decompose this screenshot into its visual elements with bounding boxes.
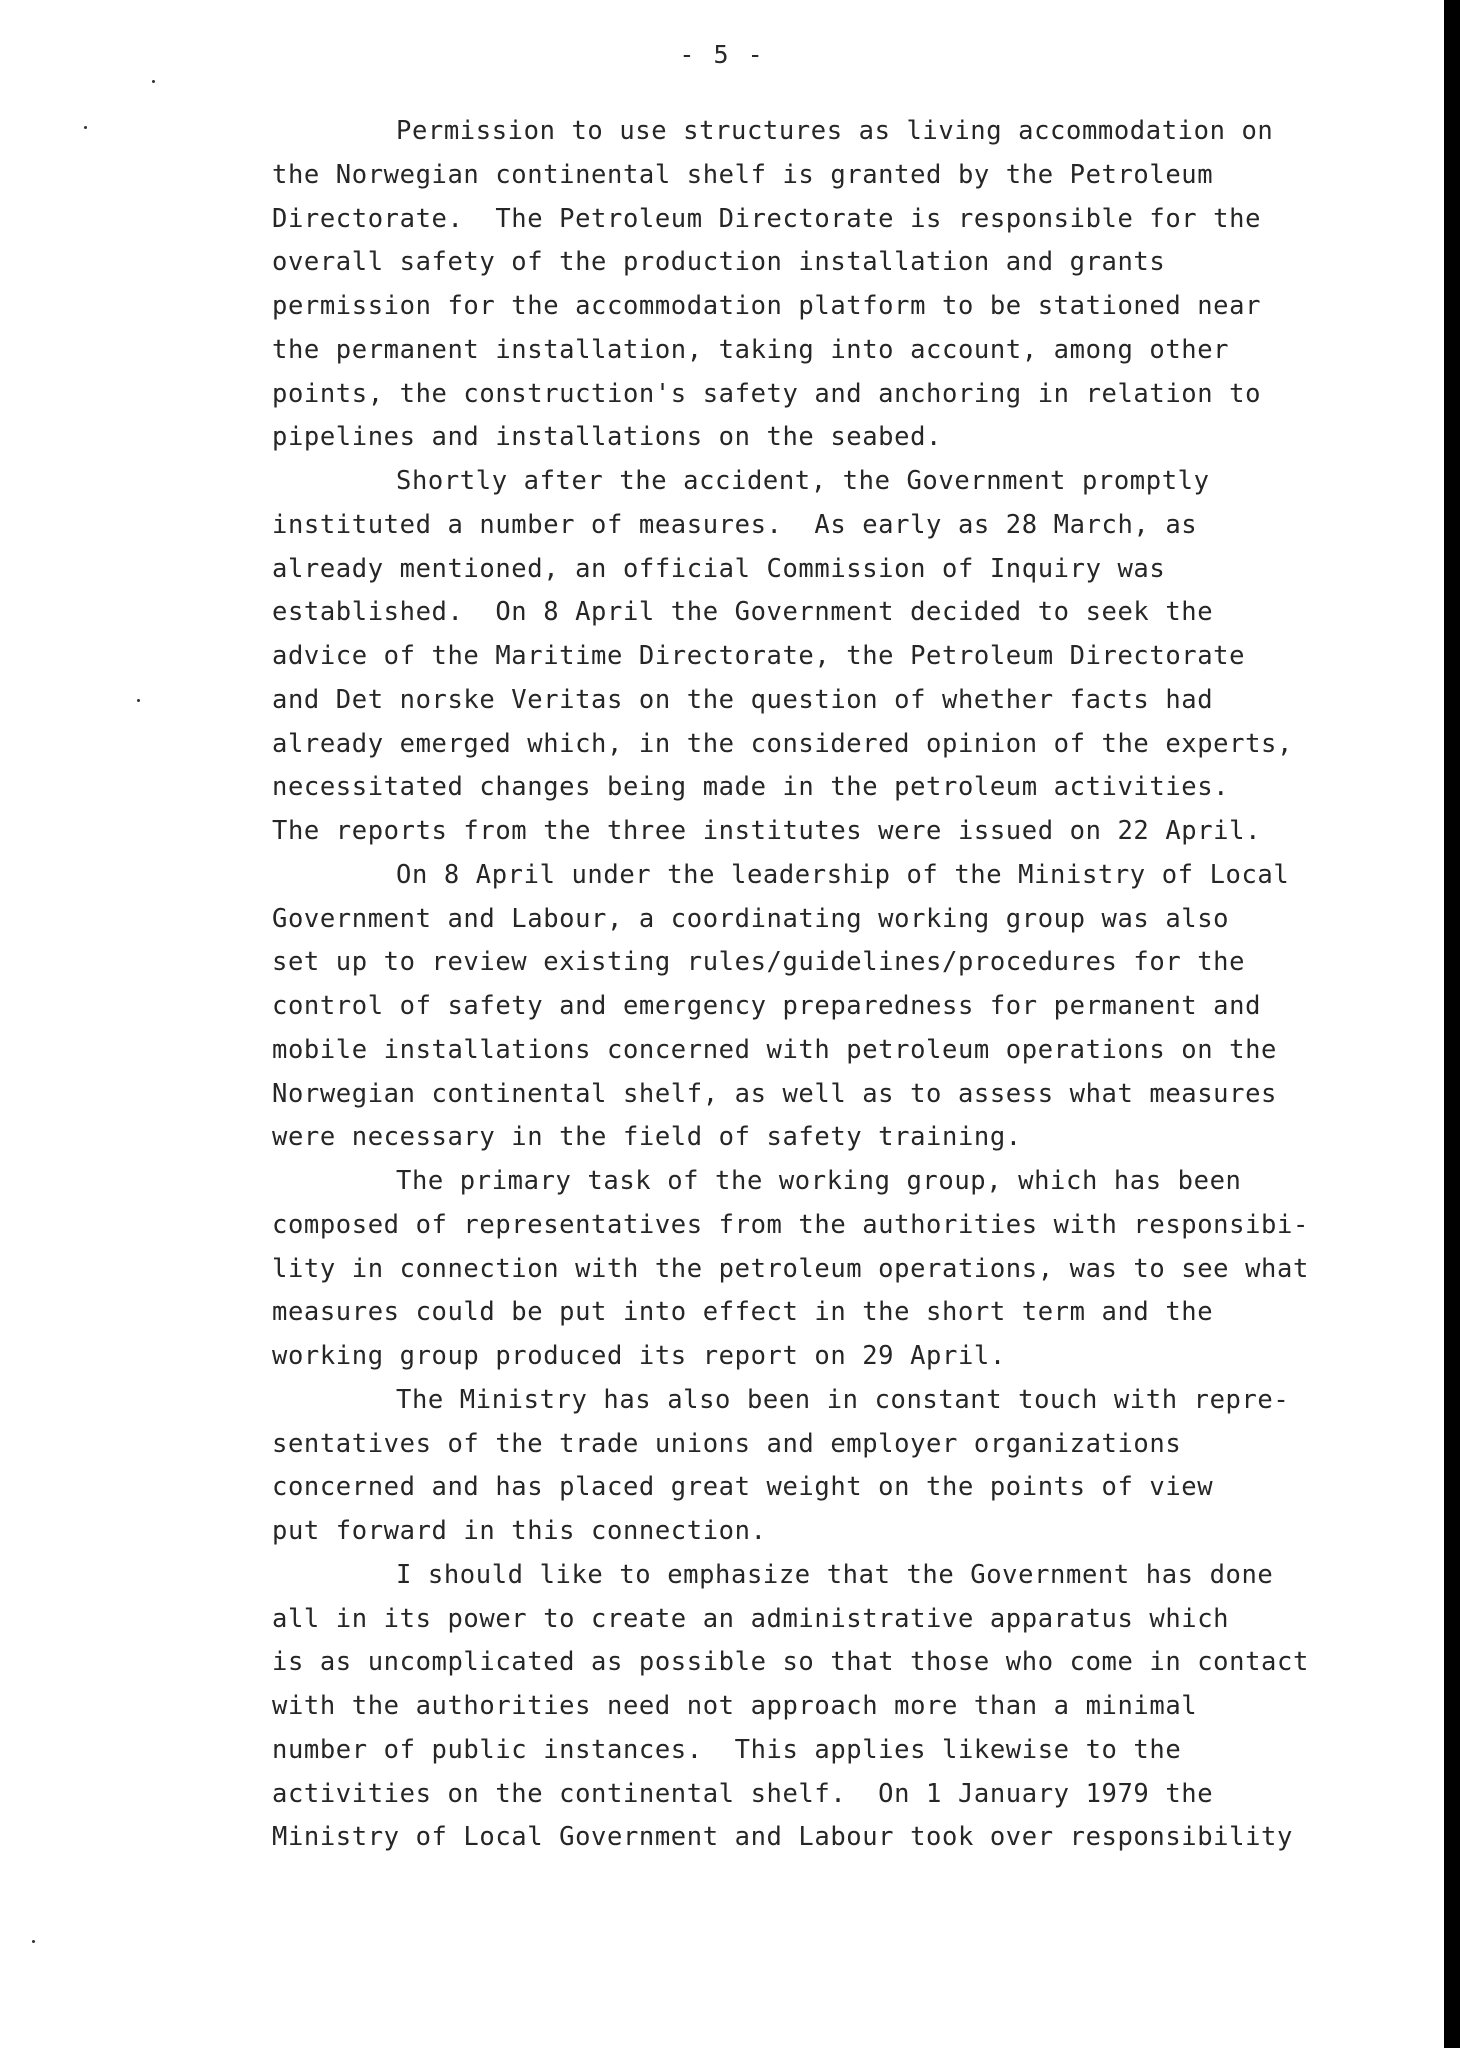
text-line: already mentioned, an official Commission of Inquiry was — [272, 553, 1166, 584]
page-number: - 5 - — [679, 40, 765, 69]
text-line: instituted a number of measures. As early as 28 March, as — [272, 509, 1198, 540]
text-line: concerned and has placed great weight on the points of view — [272, 1472, 1214, 1503]
text-line: necessitated changes being made in the petroleum activities. — [272, 772, 1230, 803]
text-line: Permission to use structures as living accommodation on — [396, 116, 1274, 146]
text-line: control of safety and emergency preparedness for permanent and — [272, 991, 1262, 1021]
text-line: mobile installations concerned with petroleum operations on the — [272, 1034, 1277, 1065]
text-line: working group produced its report on 29 April. — [272, 1341, 1006, 1371]
text-line: Norwegian continental shelf, as well as to assess what measures — [272, 1078, 1277, 1109]
text-line: put forward in this connection. — [272, 1516, 767, 1546]
text-line: Shortly after the accident, the Government promptly — [396, 466, 1210, 496]
text-line: sentatives of the trade unions and employer organizations — [272, 1428, 1182, 1459]
text-line: the Norwegian continental shelf is granted by the Petroleum — [272, 159, 1214, 190]
paragraph-1 — [272, 110, 1442, 460]
scan-speck — [32, 1940, 35, 1943]
text-line: The primary task of the working group, which has been — [396, 1166, 1242, 1196]
text-line: The Ministry has also been in constant touch with repre- — [396, 1384, 1290, 1415]
scan-speck — [152, 80, 155, 83]
text-line: set up to review existing rules/guidelines/procedures for the — [272, 947, 1246, 978]
text-line: all in its power to create an administrative apparatus which — [272, 1603, 1230, 1634]
scan-speck — [137, 699, 140, 702]
text-line: is as uncomplicated as possible so that those who come in contact — [272, 1647, 1309, 1678]
text-line: composed of representatives from the authorities with responsibi- — [272, 1209, 1309, 1240]
paragraph-6 — [272, 1554, 1442, 1860]
text-line: lity in connection with the petroleum operations, was to see what — [272, 1253, 1309, 1284]
body-text — [272, 110, 1442, 1860]
text-line: Directorate. The Petroleum Directorate is responsible for the — [272, 203, 1262, 234]
text-line: were necessary in the field of safety training. — [272, 1122, 1022, 1153]
text-line: advice of the Maritime Directorate, the Petroleum Directorate — [272, 641, 1246, 671]
text-line: the permanent installation, taking into account, among other — [272, 334, 1230, 365]
scan-speck — [84, 126, 87, 129]
text-line: points, the construction's safety and anchoring in relation to — [272, 378, 1262, 409]
text-line: overall safety of the production installation and grants — [272, 247, 1166, 278]
text-line: The reports from the three institutes were issued on 22 April. — [272, 816, 1262, 846]
text-line: number of public instances. This applies likewise to the — [272, 1734, 1182, 1765]
paragraph-5 — [272, 1379, 1442, 1554]
paragraph-2 — [272, 460, 1442, 854]
paragraph-4 — [272, 1160, 1442, 1379]
paragraph-3 — [272, 854, 1442, 1160]
text-line: already emerged which, in the considered opinion of the experts, — [272, 728, 1293, 759]
text-line: On 8 April under the leadership of the Ministry of Local — [396, 859, 1290, 890]
text-line: Ministry of Local Government and Labour took over responsibility — [272, 1822, 1293, 1853]
text-line: Government and Labour, a coordinating working group was also — [272, 903, 1230, 934]
text-line: established. On 8 April the Government decided to seek the — [272, 597, 1214, 628]
text-line: permission for the accommodation platform to be stationed near — [272, 291, 1262, 321]
scan-border — [1444, 0, 1460, 2048]
text-line: I should like to emphasize that the Government has done — [396, 1559, 1274, 1590]
text-line: activities on the continental shelf. On 1 January 1979 the — [272, 1778, 1214, 1809]
text-line: and Det norske Veritas on the question of whether facts had — [272, 684, 1214, 715]
text-line: pipelines and installations on the seabed. — [272, 422, 942, 453]
text-line: with the authorities need not approach more than a minimal — [272, 1691, 1198, 1721]
text-line: measures could be put into effect in the short term and the — [272, 1297, 1214, 1328]
